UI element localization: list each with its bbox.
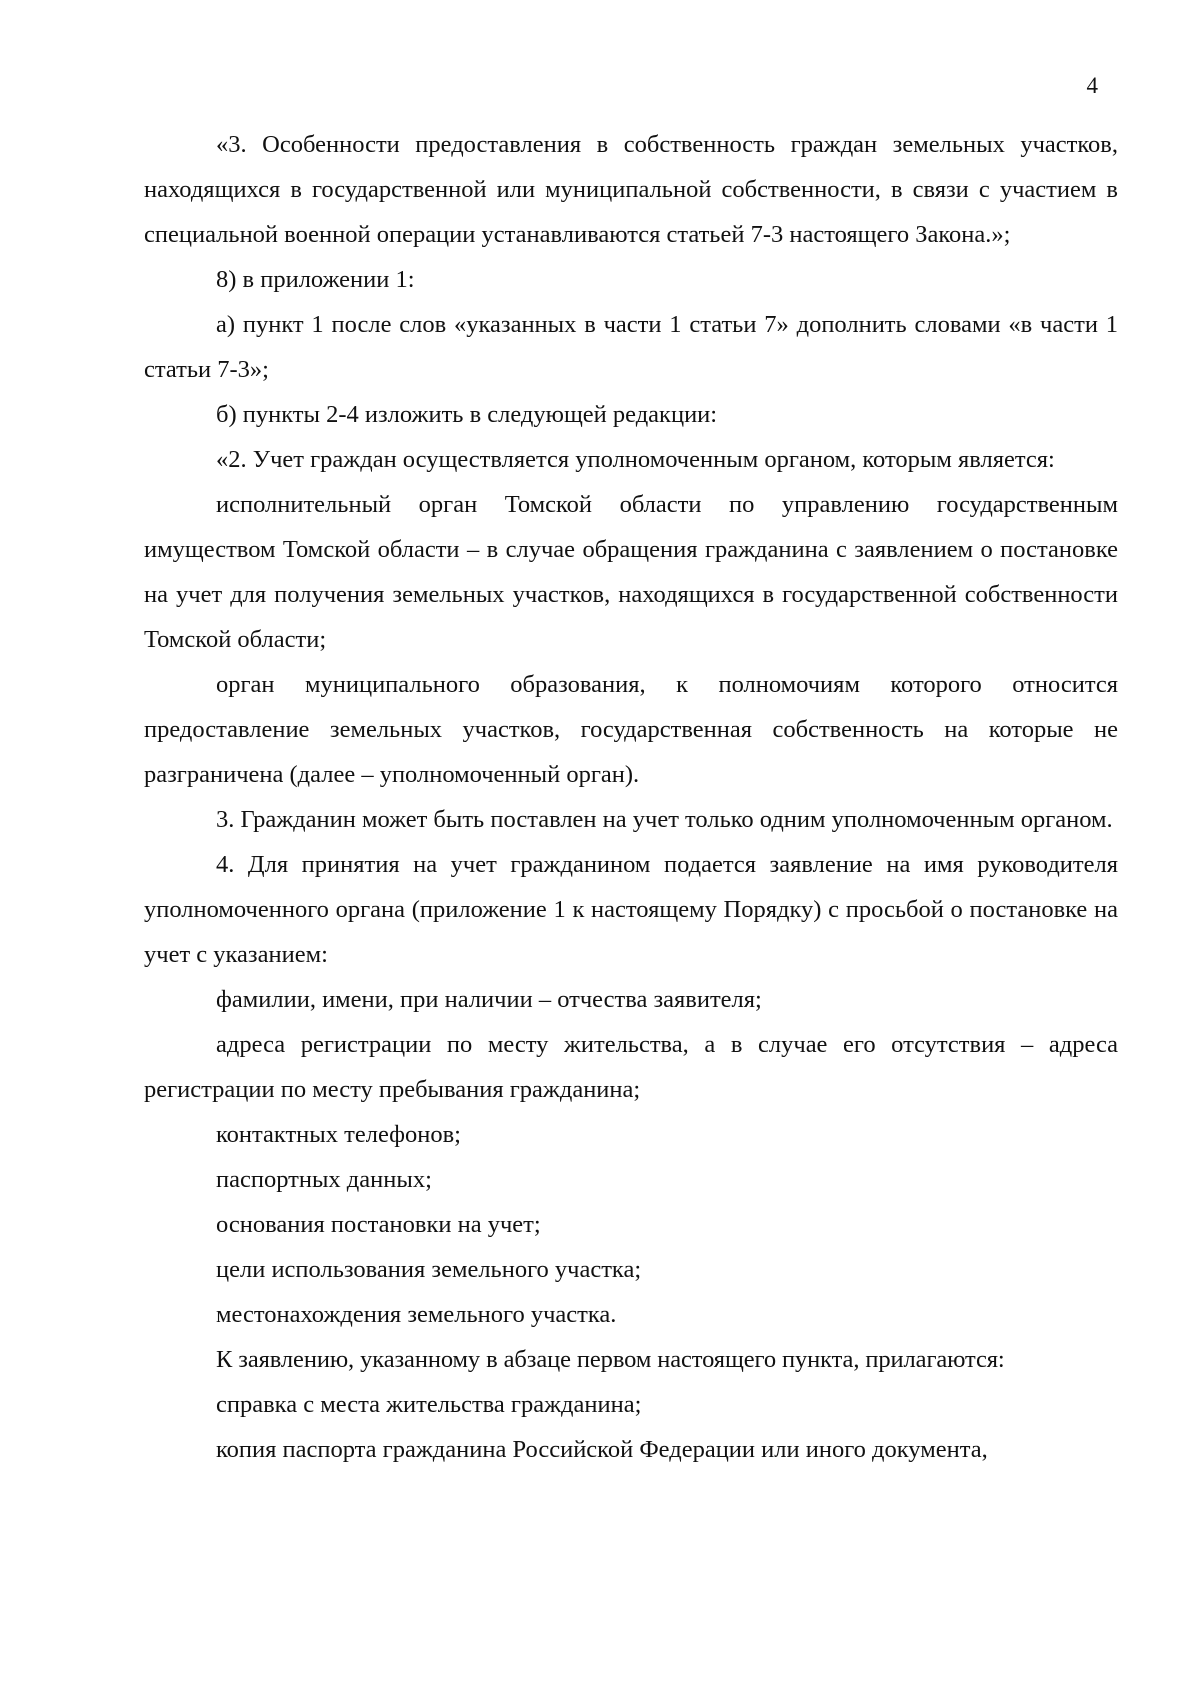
list-item-residence-certificate: справка с места жительства гражданина; bbox=[216, 1391, 642, 1418]
paragraph-clause-3: «3. Особенности предоставления в собственность граждан земельных участков, находящихся в государственной или муниципальной собственности, в связи с участием в специальной военной операции устанавливаются статьей 7-3 настоящего Закона.»; bbox=[144, 131, 1118, 248]
page-number: 4 bbox=[1086, 73, 1098, 98]
list-item-passport-copy: копия паспорта гражданина Российской Федерации или иного документа, bbox=[216, 1436, 988, 1463]
list-item-full-name: фамилии, имени, при наличии – отчества заявителя; bbox=[216, 986, 762, 1013]
paragraph-executive-body: исполнительный орган Томской области по управлению государственным имуществом Томской области – в случае обращения гражданина с заявлением о постановке на учет для получения земельных участков, находящихся в государственной собственности Томской области; bbox=[144, 491, 1118, 653]
paragraph-point-2: «2. Учет граждан осуществляется уполномоченным органом, которым является: bbox=[216, 446, 1055, 473]
paragraph-subitem-b: б) пункты 2-4 изложить в следующей редакции: bbox=[216, 401, 718, 428]
list-item-address: адреса регистрации по месту жительства, а в случае его отсутствия – адреса регистрации по месту пребывания гражданина; bbox=[144, 1031, 1118, 1103]
list-item-land-location: местонахождения земельного участка. bbox=[216, 1301, 617, 1328]
list-item-land-use-purpose: цели использования земельного участка; bbox=[216, 1256, 642, 1283]
paragraph-point-3: 3. Гражданин может быть поставлен на учет только одним уполномоченным органом. bbox=[216, 806, 1113, 833]
paragraph-subitem-a: а) пункт 1 после слов «указанных в части 1 статьи 7» дополнить словами «в части 1 статьи 7-3»; bbox=[144, 311, 1118, 383]
list-item-passport-data: паспортных данных; bbox=[216, 1166, 432, 1193]
paragraph-municipal-body: орган муниципального образования, к полномочиям которого относится предоставление земельных участков, государственная собственность на которые не разграничена (далее – уполномоченный орган). bbox=[144, 671, 1118, 788]
document-body bbox=[144, 122, 1118, 1472]
list-item-registration-basis: основания постановки на учет; bbox=[216, 1211, 541, 1238]
paragraph-point-4: 4. Для принятия на учет гражданином подается заявление на имя руководителя уполномоченного органа (приложение 1 к настоящему Порядку) с просьбой о постановке на учет с указанием: bbox=[144, 851, 1118, 968]
paragraph-attachments: К заявлению, указанному в абзаце первом настоящего пункта, прилагаются: bbox=[216, 1346, 1005, 1373]
list-item-phones: контактных телефонов; bbox=[216, 1121, 461, 1148]
paragraph-item-8: 8) в приложении 1: bbox=[216, 266, 415, 293]
